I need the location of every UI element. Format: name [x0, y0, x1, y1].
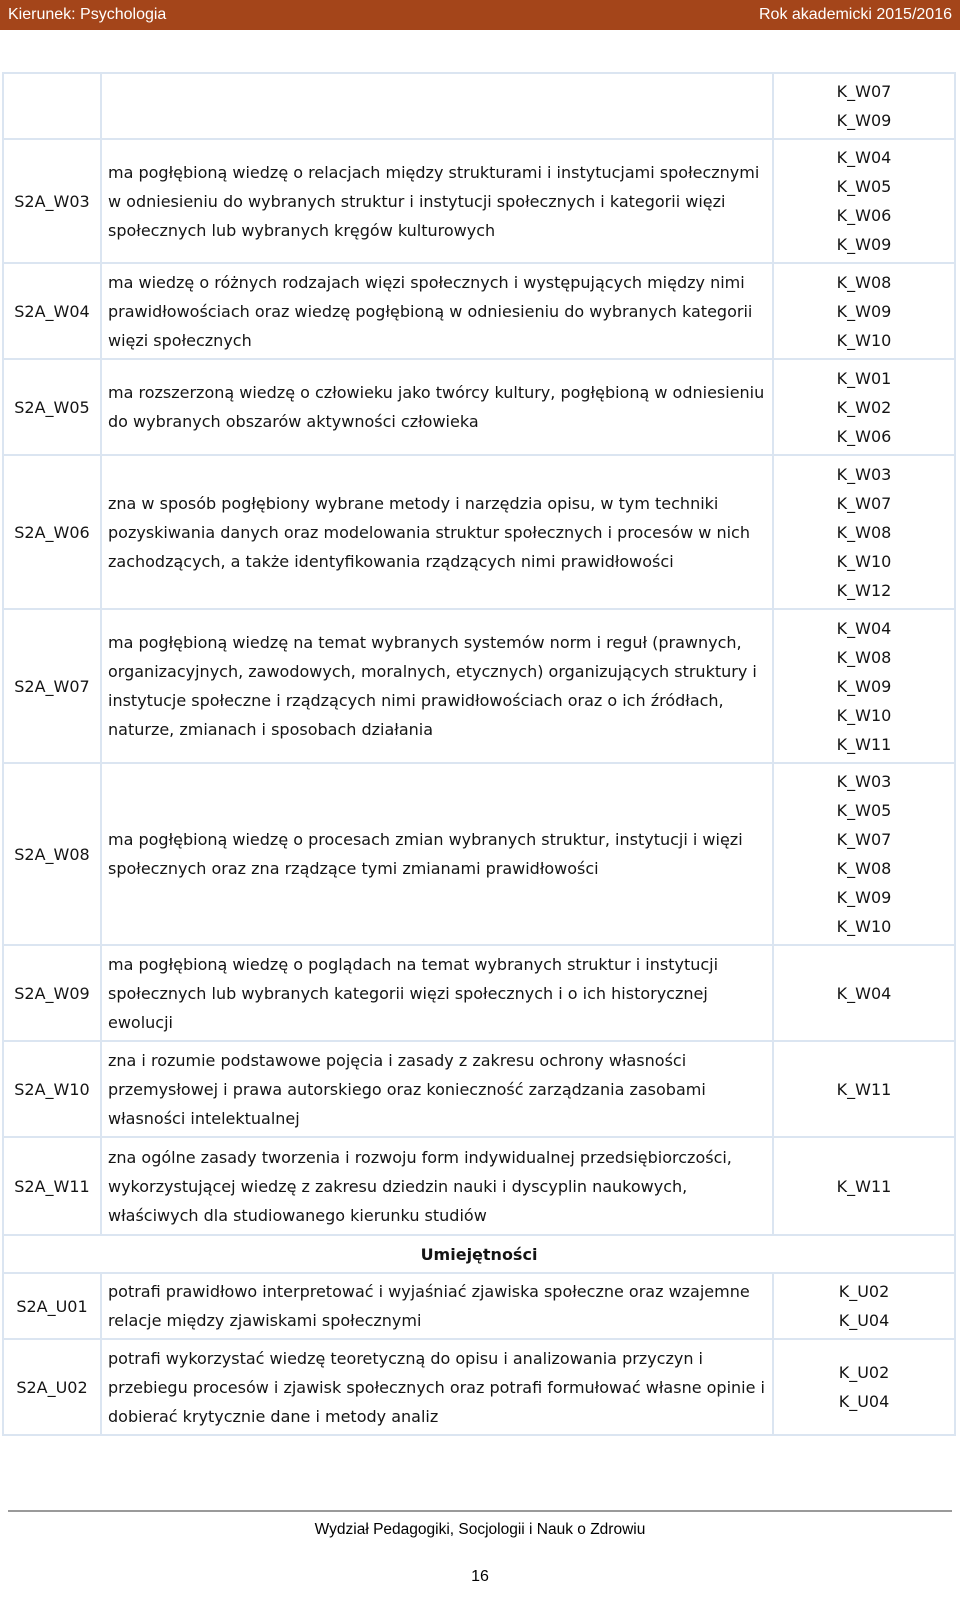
- reference-code: K_W08: [836, 522, 892, 542]
- reference-code: K_W09: [836, 888, 892, 907]
- reference-code: K_W04: [836, 618, 892, 638]
- outcome-references: [773, 359, 955, 455]
- table-row: [3, 609, 955, 763]
- reference-code: K_W07: [836, 82, 892, 101]
- outcome-references: [773, 1041, 955, 1137]
- learning-outcomes-body: [3, 73, 955, 1435]
- table-row: [3, 1137, 955, 1235]
- table-row: [3, 763, 955, 945]
- reference-code: K_W09: [836, 676, 892, 696]
- reference-code: K_W04: [836, 983, 892, 1003]
- footer-institution: Wydział Pedagogiki, Socjologii i Nauk o Zdrowiu: [314, 1521, 646, 1538]
- outcome-code: S2A_W04: [3, 263, 101, 359]
- page-number: 16: [471, 1568, 489, 1585]
- outcome-references: [773, 263, 955, 359]
- footer-divider: [8, 1510, 952, 1512]
- outcome-references: [773, 945, 955, 1041]
- table-row: [3, 455, 955, 609]
- outcome-code: S2A_U02: [3, 1339, 101, 1435]
- outcome-code: S2A_W08: [3, 763, 101, 945]
- reference-code: K_W11: [836, 1079, 892, 1099]
- outcome-description: zna ogólne zasady tworzenia i rozwoju form indywidualnej przedsiębiorczości, wykorzystującej wiedzę z zakresu dziedzin nauki i dyscyplin naukowych, właściwych dla studiowanego kierunku studiów: [101, 1137, 773, 1235]
- outcome-description: [101, 73, 773, 139]
- reference-code: K_W10: [836, 330, 892, 350]
- outcome-code: S2A_W05: [3, 359, 101, 455]
- reference-code: K_W02: [836, 397, 892, 417]
- section-row: [3, 1235, 955, 1273]
- section-heading: Umiejętności: [3, 1235, 955, 1273]
- outcome-description: ma pogłębioną wiedzę o relacjach między strukturami i instytucjami społecznymi w odniesieniu do wybranych struktur i instytucji społecznych i kategorii więzi społecznych lub wybranych kręgów kulturowych: [101, 139, 773, 263]
- table-row: [3, 263, 955, 359]
- outcome-references: [773, 1273, 955, 1339]
- reference-code: K_U04: [838, 1311, 890, 1330]
- reference-code: K_W05: [836, 801, 892, 820]
- outcome-description: potrafi wykorzystać wiedzę teoretyczną do opisu i analizowania przyczyn i przebiegu procesów i zjawisk społecznych oraz potrafi formułować własne opinie i dobierać krytycznie dane i metody analiz: [101, 1339, 773, 1435]
- reference-code: K_W10: [836, 917, 892, 936]
- outcome-code: S2A_W06: [3, 455, 101, 609]
- header-academic-year: Rok akademicki 2015/2016: [758, 6, 952, 23]
- reference-code: K_W01: [836, 368, 892, 388]
- reference-code: K_W07: [836, 493, 892, 513]
- reference-code: K_W05: [836, 177, 892, 196]
- learning-outcomes-table: [2, 72, 956, 1436]
- outcome-code: S2A_W09: [3, 945, 101, 1041]
- outcome-description: ma pogłębioną wiedzę o procesach zmian wybranych struktur, instytucji i więzi społecznych oraz zna rządzące tymi zmianami prawidłowości: [101, 763, 773, 945]
- reference-code: K_W03: [836, 464, 892, 484]
- table-row: [3, 1273, 955, 1339]
- table-row: [3, 945, 955, 1041]
- outcome-references: [773, 139, 955, 263]
- reference-code: K_W06: [836, 206, 892, 225]
- outcome-description: ma wiedzę o różnych rodzajach więzi społecznych i występujących między nimi prawidłowościach oraz wiedzę pogłębioną w odniesieniu do wybranych kategorii więzi społecznych: [101, 263, 773, 359]
- reference-code: K_W09: [836, 235, 892, 254]
- reference-code: K_W08: [836, 647, 892, 667]
- reference-code: K_W09: [836, 301, 892, 321]
- reference-code: K_W09: [836, 111, 892, 130]
- outcome-description: ma pogłębioną wiedzę na temat wybranych systemów norm i reguł (prawnych, organizacyjnych, zawodowych, moralnych, etycznych) organizujących struktury i instytucje społeczne i rządzących nimi prawidłowościach oraz o ich źródłach, naturze, zmianach i sposobach działania: [101, 609, 773, 763]
- table-row: [3, 139, 955, 263]
- outcome-code: S2A_W11: [3, 1137, 101, 1235]
- outcome-description: zna i rozumie podstawowe pojęcia i zasady z zakresu ochrony własności przemysłowej i prawa autorskiego oraz konieczność zarządzania zasobami własności intelektualnej: [101, 1041, 773, 1137]
- outcome-code: S2A_W10: [3, 1041, 101, 1137]
- outcome-description: zna w sposób pogłębiony wybrane metody i narzędzia opisu, w tym techniki pozyskiwania danych oraz modelowania struktur społecznych i procesów w nich zachodzących, a także identyfikowania rządzących nimi prawidłowości: [101, 455, 773, 609]
- outcome-references: [773, 455, 955, 609]
- table-row: [3, 359, 955, 455]
- reference-code: K_W10: [836, 705, 892, 725]
- outcome-references: [773, 73, 955, 139]
- reference-code: K_W12: [836, 580, 892, 600]
- table-row: [3, 1041, 955, 1137]
- reference-code: K_W03: [836, 772, 892, 791]
- reference-code: K_W06: [836, 426, 892, 446]
- outcome-code: S2A_U01: [3, 1273, 101, 1339]
- outcome-description: potrafi prawidłowo interpretować i wyjaśniać zjawiska społeczne oraz wzajemne relacje między zjawiskami społecznymi: [101, 1273, 773, 1339]
- reference-code: K_W08: [836, 272, 892, 292]
- reference-code: K_U04: [838, 1392, 890, 1411]
- outcome-code: S2A_W07: [3, 609, 101, 763]
- table-row: [3, 1339, 955, 1435]
- reference-code: K_W07: [836, 830, 892, 849]
- outcome-description: ma pogłębioną wiedzę o poglądach na temat wybranych struktur i instytucji społecznych lub wybranych kategorii więzi społecznych i o ich historycznej ewolucji: [101, 945, 773, 1041]
- outcome-description: ma rozszerzoną wiedzę o człowieku jako twórcy kultury, pogłębioną w odniesieniu do wybranych obszarów aktywności człowieka: [101, 359, 773, 455]
- outcome-references: [773, 763, 955, 945]
- outcome-references: [773, 1339, 955, 1435]
- reference-code: K_W11: [836, 1176, 892, 1196]
- reference-code: K_W04: [836, 148, 892, 167]
- outcome-references: [773, 1137, 955, 1235]
- header-field-of-study: Kierunek: Psychologia: [8, 6, 167, 23]
- page-header: [0, 0, 960, 30]
- outcome-code: S2A_W03: [3, 139, 101, 263]
- reference-code: K_U02: [838, 1282, 890, 1301]
- reference-code: K_W11: [836, 734, 892, 754]
- reference-code: K_U02: [838, 1363, 890, 1382]
- outcome-references: [773, 609, 955, 763]
- table-row: [3, 73, 955, 139]
- reference-code: K_W10: [836, 551, 892, 571]
- reference-code: K_W08: [836, 859, 892, 878]
- outcome-code: [3, 73, 101, 139]
